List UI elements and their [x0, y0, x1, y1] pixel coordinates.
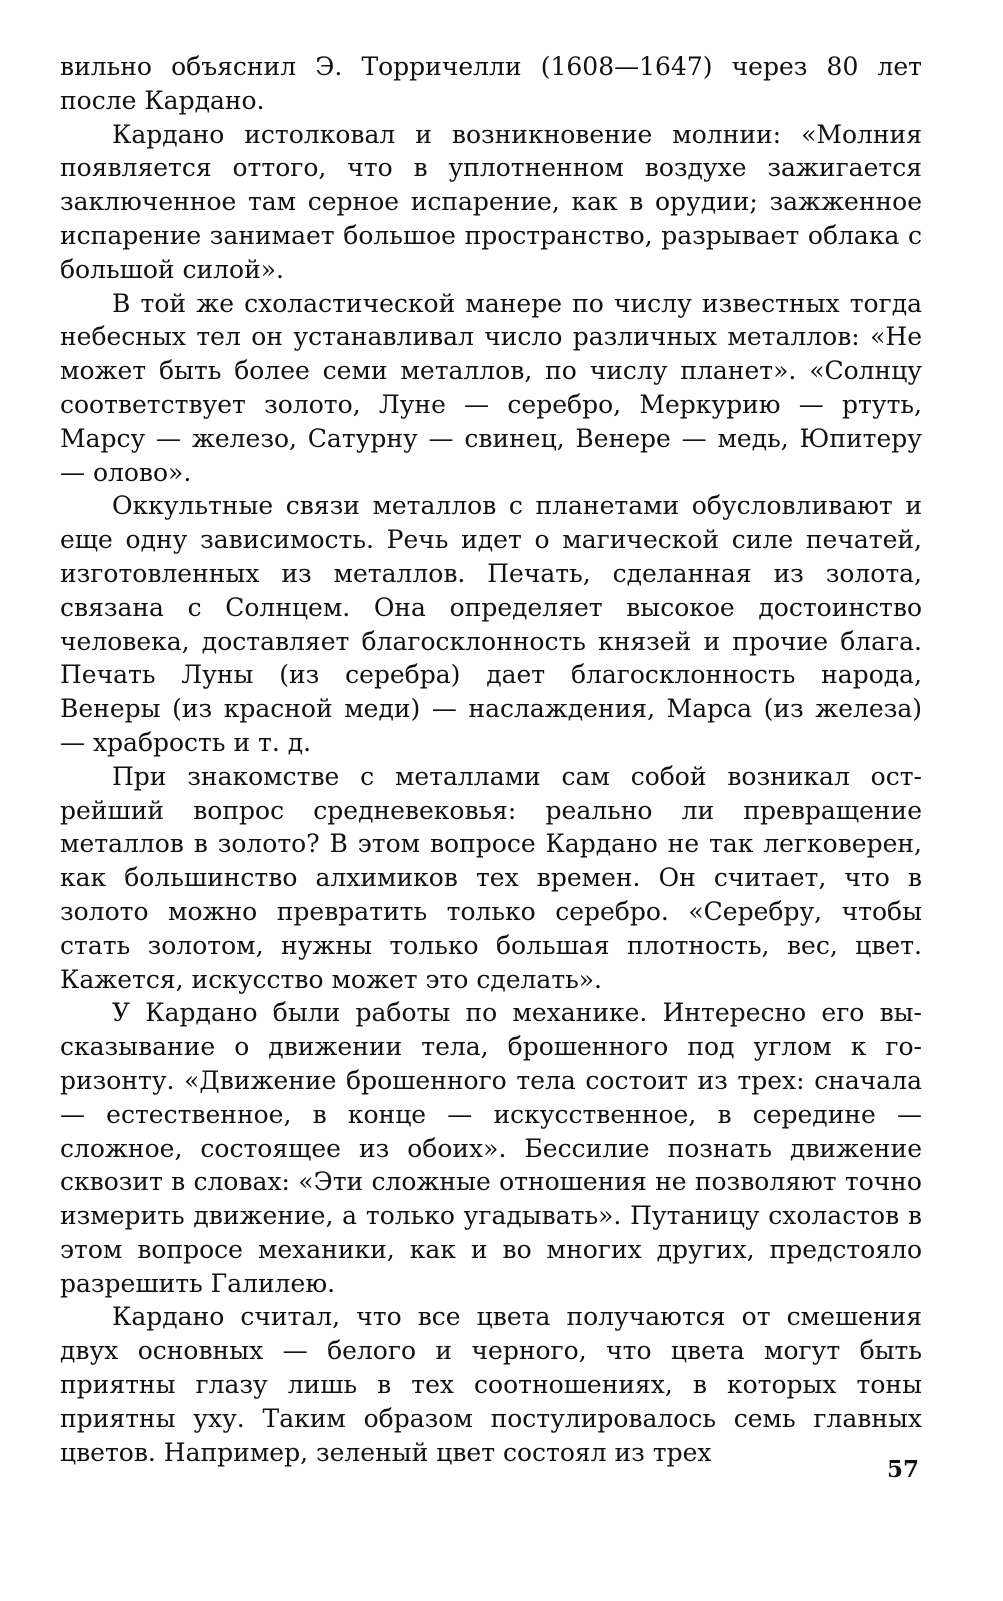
paragraph-7: Кардано считал, что все цвета получаются от смешения двух основных — белого и черного, что цвета могут быть приятны глазу лишь в тех соотношениях, в которых тоны приятны уху. Таким образом постулировалось семь главных цветов. Например, зеленый цвет состоял из трех	[60, 1302, 922, 1467]
paragraph-2: Кардано истолковал и возникновение молнии: «Молния появляется оттого, что в уплотненном воздухе зажигается заключенное там серное испарение, как в орудии; зажженное испарение занимает большое пространство, разрывает облака с большой силой».	[60, 119, 922, 284]
paragraph-5: При знакомстве с металлами сам собой возникал острейший вопрос средневековья: реально ли превращение металлов в золото? В этом вопросе Кардано не так легковерен, как большинство алхимиков тех времен. Он считает, что в золото можно превратить только серебро. «Серебру, чтобы стать золотом, нужны только большая плотность, вес, цвет. Кажется, искусство может это сделать».	[60, 761, 922, 994]
paragraph-6: У Кардано были работы по механике. Интересно его высказывание о движении тела, брошенного под углом к горизонту. «Движение брошенного тела состоит из трех: сначала — естественное, в конце — искусственное, в середине — сложное, состоящее из обоих». Бессилие познать движение сквозит в словах: «Эти сложные отношения не позволяют точно измерить движение, а только угадывать». Путаницу схоластов в этом вопросе механики, как и во многих других, предстояло разрешить Галилею.	[60, 998, 922, 1298]
page-number: 57	[886, 1456, 919, 1483]
paragraph-1: вильно объяснил Э. Торричелли (1608—1647) через 80 лет после Кардано.	[60, 52, 922, 115]
paragraph-4: Оккультные связи металлов с планетами обусловливают и еще одну зависимость. Речь идет о магической силе печатей, изготовленных из металлов. Печать, сделанная из золота, связана с Солнцем. Она определяет высокое достоинство человека, доставляет благосклонность князей и прочие блага. Печать Луны (из серебра) дает благосклонность народа, Венеры (из красной меди) — наслаждения, Марса (из железа) — храбрость и т. д.	[60, 491, 922, 757]
paragraph-3: В той же схоластической манере по числу известных тогда небесных тел он устанавливал число различных металлов: «Не может быть более семи металлов, по числу планет». «Солнцу соответствует золото, Луне — серебро, Меркурию — ртуть, Марсу — железо, Сатурну — свинец, Венере — медь, Юпитеру — олово».	[60, 288, 922, 487]
page-body	[60, 50, 922, 1469]
